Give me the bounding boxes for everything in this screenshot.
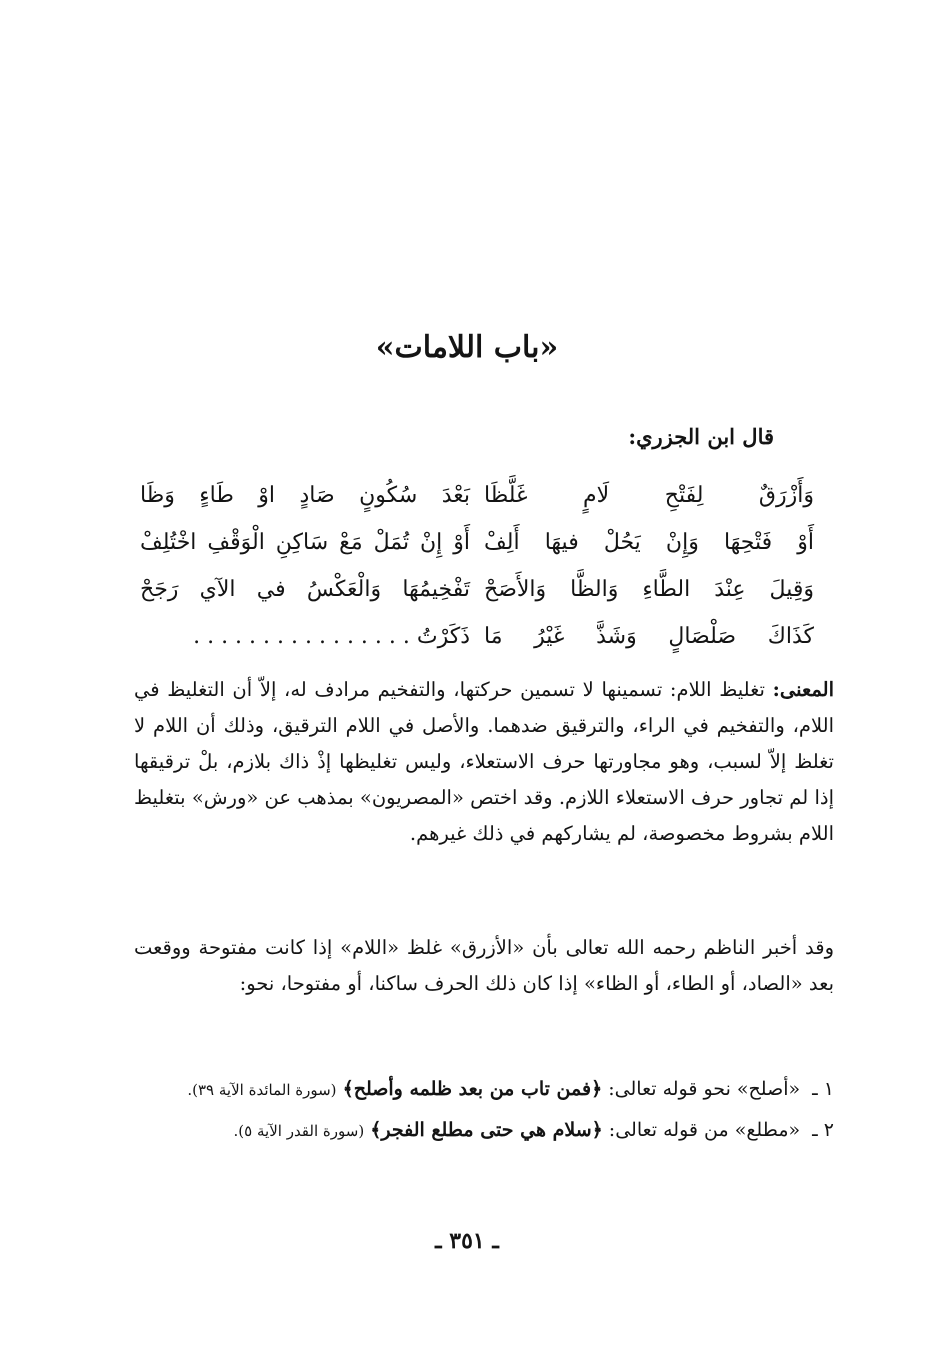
- hemistich-second: أَوْ إِنْ تُمَلْ مَعْ سَاكِنِ الْوَقْفِ اخْتُلِفْ: [140, 530, 470, 555]
- hemistich-second: ذَكَرْتُ . . . . . . . . . . . . . . . .: [193, 624, 470, 649]
- example-reference: (سورة المائدة الآية ٣٩).: [187, 1081, 337, 1099]
- poem-verse: [140, 472, 814, 519]
- hemistich-second: بَعْدَ سُكُونٍ صَادٍ اوْ طَاءٍ وَظَا: [140, 483, 470, 508]
- meaning-label: المعنى:: [772, 678, 835, 701]
- example-lead: «أصلح» نحو قوله تعالى:: [608, 1078, 801, 1100]
- poem-verse: [140, 566, 814, 613]
- example-quote: ﴿فمن تاب من بعد ظلمه وأصلح﴾: [342, 1078, 603, 1100]
- poem: [140, 472, 814, 660]
- poem-verse: [140, 613, 814, 660]
- chapter-title: «باب اللامات»: [375, 330, 559, 365]
- example-reference: (سورة القدر الآية ٥).: [233, 1122, 365, 1140]
- example-item: [134, 1072, 834, 1107]
- poet-intro: قال ابن الجزري:: [628, 424, 774, 449]
- example-number: ١ ـ: [812, 1078, 834, 1100]
- hemistich-first: وَأَزْرَقٌ لِفَتْحِ لَامٍ غَلَّظَا: [484, 483, 814, 508]
- meaning-paragraph: [134, 672, 834, 852]
- hemistich-second: تَفْخِيمُهَا وَالْعَكْسُ في الآي رَجَحْ: [140, 577, 470, 602]
- example-quote: ﴿سلام هي حتى مطلع الفجر﴾: [370, 1119, 603, 1141]
- examples-list: [134, 1072, 834, 1154]
- hemistich-first: كَذَاكَ صَلْصَالٍ وَشَذَّ غَيْرُ مَا: [484, 624, 814, 649]
- meaning-text: تغليظ اللام: تسمينها لا تسمين حركتها، والتفخيم مرادف له، إلاّ أن التغليظ في اللام، والتفخيم في الراء، والترقيق ضدهما. والأصل في اللام الترقيق، وذلك أن اللام لا تغلظ إلاّ لسبب، وهو مجاورتها حرف الاستعلاء، وليس تغليظها إذْ ذاك بلازم، بلْ ترقيقها إذا لم تجاور حرف الاستعلاء اللازم. وقد اختص «المصريون» بمذهب عن «ورش» بتغليظ اللام بشروط مخصوصة، لم يشاركهم في ذلك غيرهم.: [134, 678, 834, 845]
- explanation-paragraph: وقد أخبر الناظم رحمه الله تعالى بأن «الأزرق» غلظ «اللام» إذا كانت مفتوحة ووقعت بعد «الصاد، أو الطاء، أو الظاء» إذا كان ذلك الحرف ساكنا، أو مفتوحا، نحو:: [134, 936, 834, 995]
- example-number: ٢ ـ: [812, 1119, 834, 1141]
- example-item: [134, 1113, 834, 1148]
- hemistich-first: وَقِيلَ عِنْدَ الطَّاءِ وَالظَّا وَالأَصَحْ: [484, 577, 814, 602]
- hemistich-first: أَوْ فَتْحِهَا وَإِنْ يَحُلْ فيهَا أَلِفْ: [484, 530, 814, 555]
- poem-verse: [140, 519, 814, 566]
- example-lead: «مطلع» من قوله تعالى:: [608, 1119, 801, 1141]
- page-number: ـ ٣٥١ ـ: [435, 1228, 499, 1254]
